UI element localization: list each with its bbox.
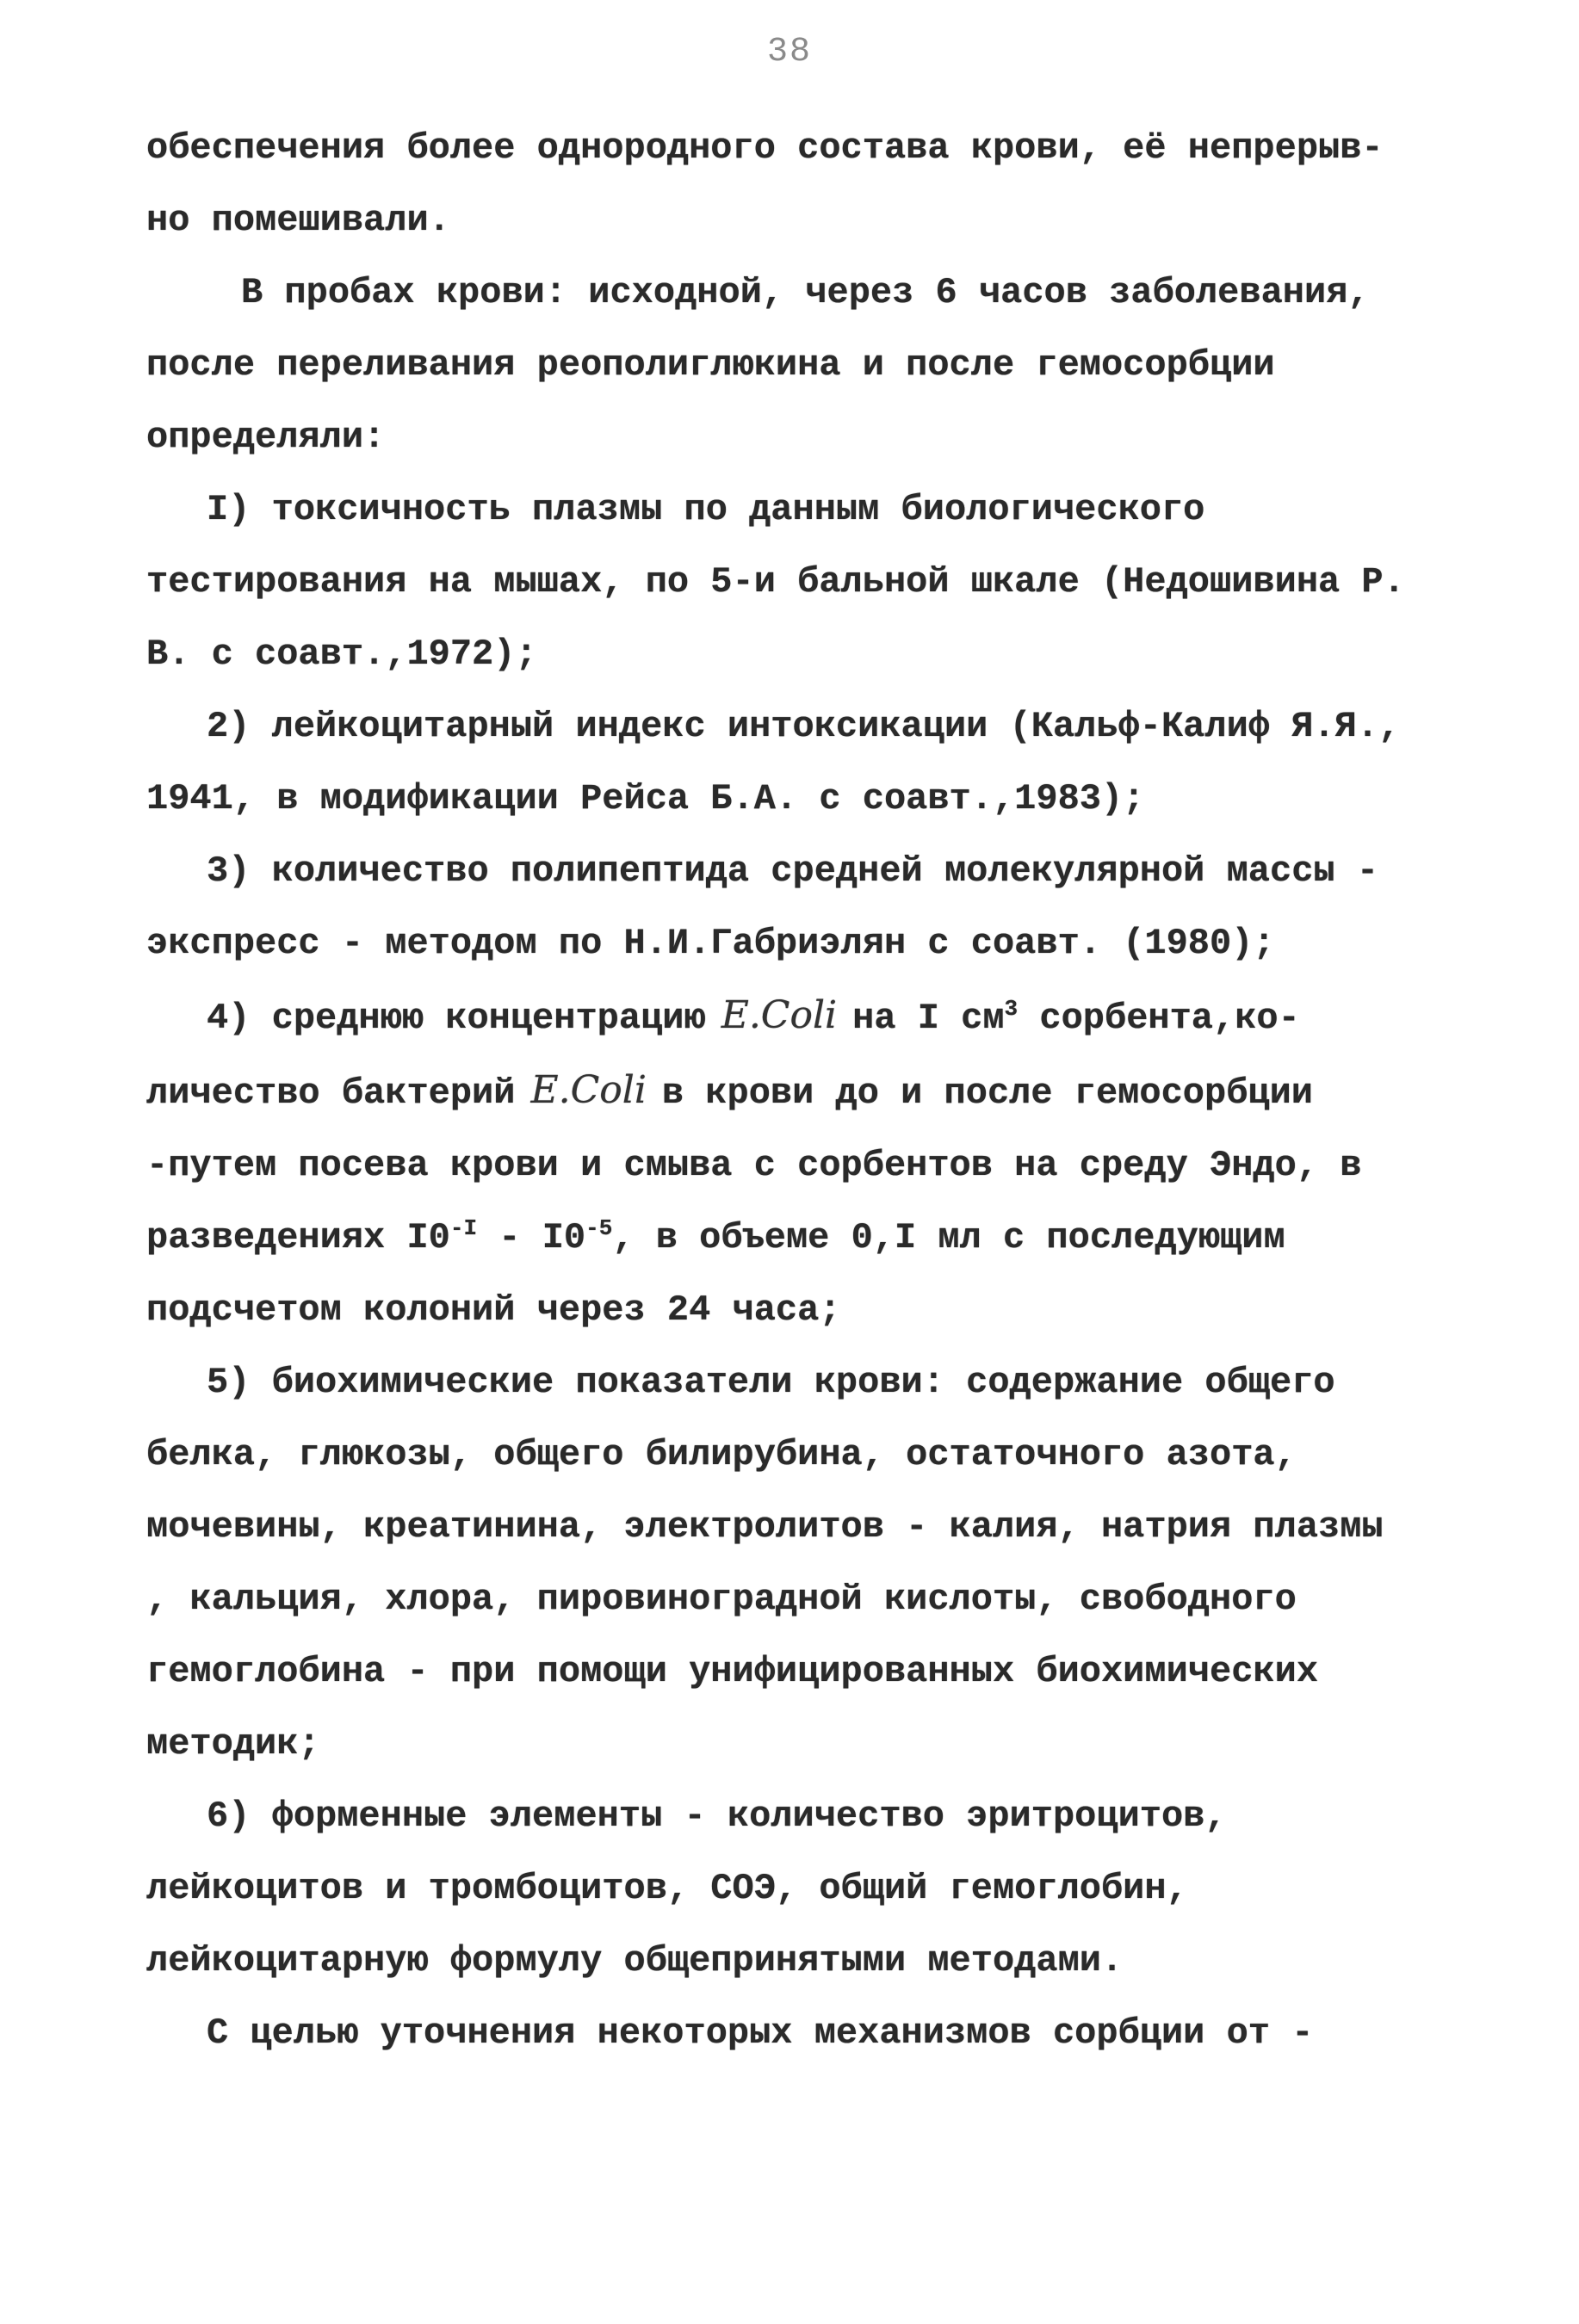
- superscript-3: 3: [1004, 996, 1019, 1022]
- paragraph-continuation-line1: обеспечения более однородного состава крови, её непрерыв-: [146, 127, 1384, 169]
- list-item-3: 3) количество полипептида средней молекулярной массы - экспресс - методом по Н.И.Габриэлян с соавт. (1980);: [146, 850, 1379, 964]
- item4-text-e: в крови до и после гемосорбции: [661, 1072, 1314, 1114]
- item4-text-b: на I см: [852, 998, 1005, 1039]
- list-item-6: 6) форменные элементы - количество эритроцитов, лейкоцитов и тромбоцитов, СОЭ, общий гемоглобин, лейкоцитарную формулу общепринятыми методами.: [146, 1796, 1227, 1981]
- item4-text-c: сорбента,ко-: [1039, 998, 1300, 1039]
- paragraph-last: С целью уточнения некоторых механизмов сорбции от -: [207, 2012, 1314, 2054]
- item4-text-j: подсчетом колоний через 24 часа;: [146, 1289, 841, 1331]
- handwritten-ecoli-1: E.Coli: [721, 993, 838, 1037]
- item4-text-i: , в объеме 0,I мл с последующим: [612, 1217, 1285, 1258]
- page-number: 38: [766, 33, 812, 71]
- list-item-2: 2) лейкоцитарный индекс интоксикации (Кальф-Калиф Я.Я., 1941, в модификации Рейса Б.А. с соавт.,1983);: [146, 706, 1401, 819]
- list-item-4: [146, 980, 1421, 1346]
- superscript-minus1: -I: [449, 1215, 478, 1241]
- item4-text-d: личество бактерий: [146, 1072, 516, 1114]
- document-body: [146, 112, 1421, 2069]
- item4-text-h: - I0: [498, 1217, 586, 1258]
- paragraph-samples: В пробах крови: исходной, через 6 часов заболевания, после переливания реополиглюкина и после гемосорбции определяли:: [146, 272, 1370, 458]
- item4-text-f: -путем посева крови и смыва с сорбентов на среду Эндо, в: [146, 1145, 1362, 1186]
- handwritten-ecoli-2: E.Coli: [530, 1068, 647, 1112]
- superscript-minus5: -5: [585, 1215, 613, 1241]
- list-item-1: I) токсичность плазмы по данным биологического тестирования на мышах, по 5-и бальной шкале (Недошивина Р. В. с соавт.,1972);: [146, 489, 1405, 675]
- paragraph-continuation-line2: но помешивали.: [146, 200, 450, 241]
- item4-text-g: разведениях I0: [146, 1217, 450, 1258]
- item4-text-a: 4) среднюю концентрацию: [207, 998, 706, 1039]
- list-item-5: 5) биохимические показатели крови: содержание общего белка, глюкозы, общего билирубина, остаточного азота, мочевины, креатинина, электролитов - калия, натрия плазмы , кальция, хлора, пировиноградной кислоты, свободного гемоглобина - при помощи унифицированных биохимических методик;: [146, 1362, 1384, 1765]
